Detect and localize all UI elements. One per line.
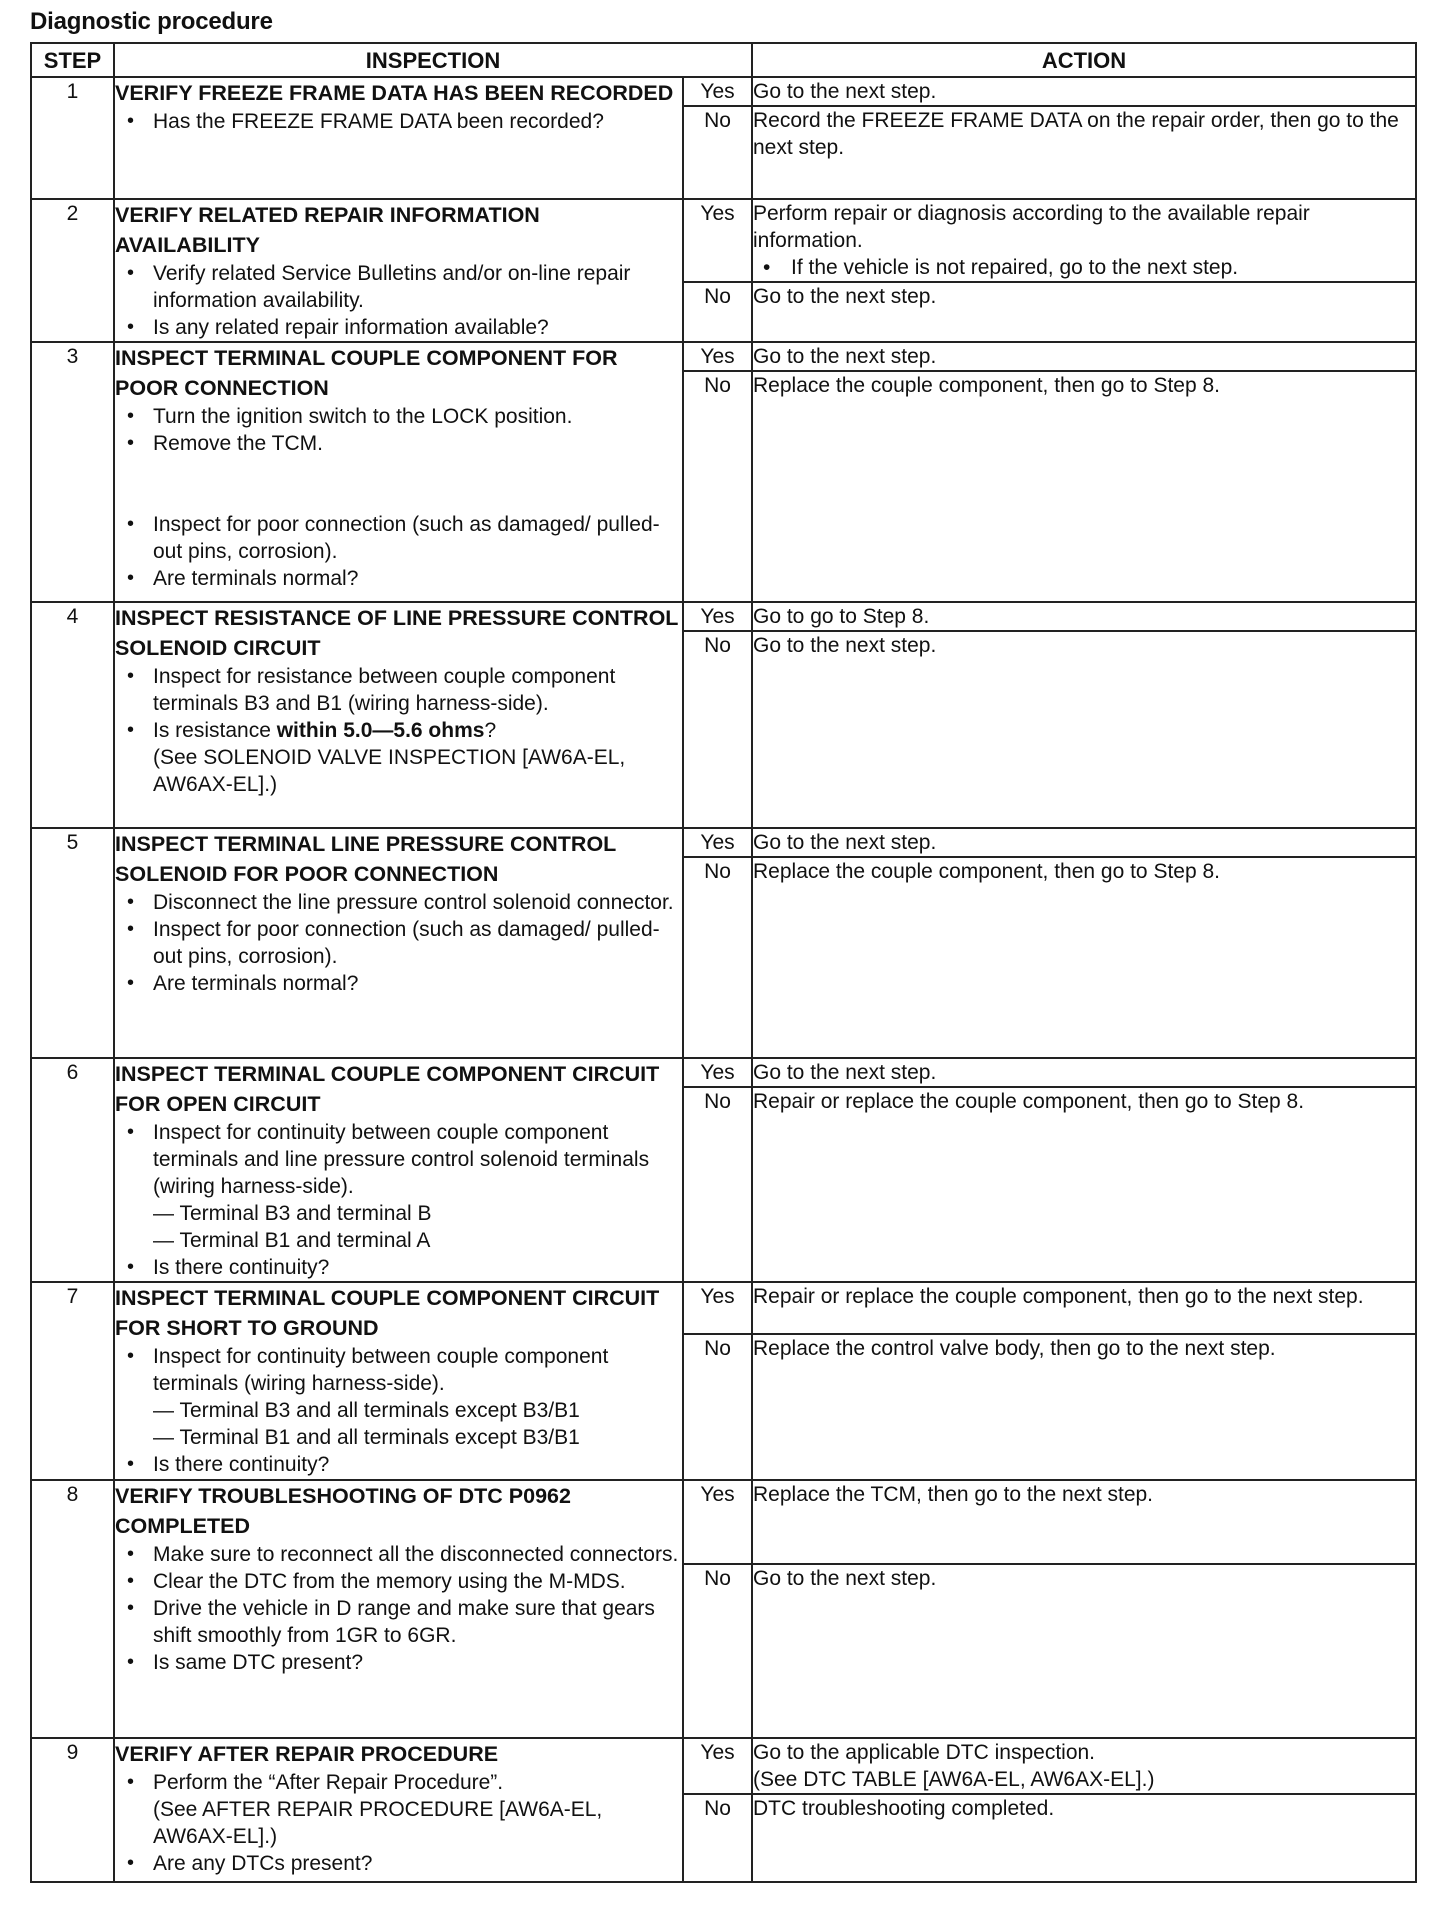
resistance-prefix: Is resistance xyxy=(153,719,277,742)
inspection-bullet: • Inspect for poor connection (such as damaged/ pulled-out pins, corrosion). xyxy=(115,511,682,565)
step-inspection xyxy=(114,77,683,199)
bullet-reference: (See AFTER REPAIR PROCEDURE [AW6A-EL, AW6AX-EL].) xyxy=(153,1798,603,1848)
bullet-text: Perform the “After Repair Procedure”. xyxy=(153,1771,504,1794)
action-no: Go to the next step. xyxy=(752,631,1416,828)
step-inspection xyxy=(114,1480,683,1738)
answer-no: No xyxy=(683,106,752,199)
action-no: Go to the next step. xyxy=(752,282,1416,342)
step-row-8-yes xyxy=(31,1480,1416,1564)
action-yes-text: Perform repair or diagnosis according to the available repair information. xyxy=(753,202,1310,252)
inspection-bullet: • Make sure to reconnect all the disconnected connectors. xyxy=(115,1541,682,1568)
step-number: 4 xyxy=(31,602,114,828)
step-title: INSPECT RESISTANCE OF LINE PRESSURE CONTROL SOLENOID CIRCUIT xyxy=(115,606,679,660)
page-title: Diagnostic procedure xyxy=(30,8,273,35)
answer-no: No xyxy=(683,282,752,342)
step-title: VERIFY FREEZE FRAME DATA HAS BEEN RECORDED xyxy=(115,81,674,105)
action-yes xyxy=(752,1738,1416,1794)
answer-yes: Yes xyxy=(683,1738,752,1794)
step-row-4-yes xyxy=(31,602,1416,631)
inspection-bullet: • Inspect for poor connection (such as damaged/ pulled-out pins, corrosion). xyxy=(115,916,682,970)
inspection-bullet xyxy=(115,1343,682,1451)
answer-yes: Yes xyxy=(683,828,752,857)
action-yes-bullet: • If the vehicle is not repaired, go to the next step. xyxy=(753,254,1415,281)
action-yes: Go to go to Step 8. xyxy=(752,602,1416,631)
resistance-suffix: ? xyxy=(484,719,497,742)
step-number: 8 xyxy=(31,1480,114,1738)
answer-yes: Yes xyxy=(683,1282,752,1334)
step-inspection xyxy=(114,828,683,1058)
step-row-6-yes xyxy=(31,1058,1416,1087)
action-yes: Go to the next step. xyxy=(752,1058,1416,1087)
inspection-bullet: • Are terminals normal? xyxy=(115,970,682,997)
header-action: ACTION xyxy=(752,43,1416,77)
bullet-text: Inspect for continuity between couple component terminals (wiring harness-side). xyxy=(153,1345,609,1395)
action-no: Record the FREEZE FRAME DATA on the repair order, then go to the next step. xyxy=(752,106,1416,199)
terminal-pair: — Terminal B3 and all terminals except B3/B1 xyxy=(153,1399,580,1422)
answer-no: No xyxy=(683,1564,752,1738)
answer-no: No xyxy=(683,371,752,602)
action-yes: Go to the next step. xyxy=(752,342,1416,371)
answer-no: No xyxy=(683,1794,752,1882)
inspection-bullet xyxy=(115,1769,682,1850)
inspection-bullet: • Are any DTCs present? xyxy=(115,1850,682,1877)
step-row-5-yes xyxy=(31,828,1416,857)
step-title: INSPECT TERMINAL COUPLE COMPONENT FOR POOR CONNECTION xyxy=(115,346,618,400)
step-number: 3 xyxy=(31,342,114,602)
step-row-7-yes xyxy=(31,1282,1416,1334)
terminal-pair: — Terminal B1 and terminal A xyxy=(153,1229,431,1252)
step-row-2-yes xyxy=(31,199,1416,282)
inspection-bullet: • Remove the TCM. xyxy=(115,430,682,457)
action-no: DTC troubleshooting completed. xyxy=(752,1794,1416,1882)
step-row-1-yes xyxy=(31,77,1416,106)
diagnostic-procedure-table xyxy=(30,42,1417,1883)
step-number: 6 xyxy=(31,1058,114,1282)
step-row-9-yes xyxy=(31,1738,1416,1794)
step-inspection xyxy=(114,199,683,342)
step-inspection xyxy=(114,1058,683,1282)
resistance-reference: (See SOLENOID VALVE INSPECTION [AW6A-EL, AW6AX-EL].) xyxy=(153,746,626,796)
action-yes-reference: (See DTC TABLE [AW6A-EL, AW6AX-EL].) xyxy=(753,1768,1155,1791)
terminal-pair: — Terminal B3 and terminal B xyxy=(153,1202,432,1225)
inspection-bullet: • Drive the vehicle in D range and make sure that gears shift smoothly from 1GR to 6GR. xyxy=(115,1595,682,1649)
terminal-pair: — Terminal B1 and all terminals except B3/B1 xyxy=(153,1426,580,1449)
action-yes: Replace the TCM, then go to the next step. xyxy=(752,1480,1416,1564)
inspection-bullet: • Turn the ignition switch to the LOCK position. xyxy=(115,403,682,430)
answer-no: No xyxy=(683,631,752,828)
inspection-bullet: • Is there continuity? xyxy=(115,1254,682,1281)
action-yes-text: Go to the applicable DTC inspection. xyxy=(753,1741,1096,1764)
inspection-bullet: • Is any related repair information available? xyxy=(115,314,682,341)
action-no: Repair or replace the couple component, then go to Step 8. xyxy=(752,1087,1416,1282)
inspection-bullet xyxy=(115,1119,682,1254)
answer-yes: Yes xyxy=(683,77,752,106)
step-title: VERIFY AFTER REPAIR PROCEDURE xyxy=(115,1742,499,1766)
step-inspection xyxy=(114,602,683,828)
step-title: INSPECT TERMINAL COUPLE COMPONENT CIRCUIT FOR OPEN CIRCUIT xyxy=(115,1062,660,1116)
answer-no: No xyxy=(683,1087,752,1282)
step-inspection xyxy=(114,1282,683,1480)
step-title: VERIFY TROUBLESHOOTING OF DTC P0962 COMPLETED xyxy=(115,1484,571,1538)
inspection-bullet: • Verify related Service Bulletins and/or on-line repair information availability. xyxy=(115,260,682,314)
inspection-bullet: • Has the FREEZE FRAME DATA been recorded? xyxy=(115,108,682,135)
header-inspection: INSPECTION xyxy=(114,43,752,77)
action-yes: Go to the next step. xyxy=(752,77,1416,106)
step-number: 2 xyxy=(31,199,114,342)
action-yes xyxy=(752,199,1416,282)
answer-yes: Yes xyxy=(683,1058,752,1087)
inspection-bullet-resistance xyxy=(115,717,682,798)
answer-yes: Yes xyxy=(683,342,752,371)
table-header-row xyxy=(31,43,1416,77)
inspection-bullet: • Is same DTC present? xyxy=(115,1649,682,1676)
step-number: 7 xyxy=(31,1282,114,1480)
step-row-3-yes xyxy=(31,342,1416,371)
step-number: 1 xyxy=(31,77,114,199)
step-inspection xyxy=(114,1738,683,1882)
bullet-text: Inspect for continuity between couple component terminals and line pressure control solenoid terminals (wiring harness-side). xyxy=(153,1121,650,1198)
answer-no: No xyxy=(683,1334,752,1480)
answer-yes: Yes xyxy=(683,199,752,282)
step-title: INSPECT TERMINAL LINE PRESSURE CONTROL SOLENOID FOR POOR CONNECTION xyxy=(115,832,616,886)
answer-yes: Yes xyxy=(683,1480,752,1564)
inspection-bullet: • Is there continuity? xyxy=(115,1451,682,1478)
resistance-spec: within 5.0—5.6 ohms xyxy=(276,719,485,742)
step-inspection xyxy=(114,342,683,602)
action-no: Go to the next step. xyxy=(752,1564,1416,1738)
inspection-bullet: • Are terminals normal? xyxy=(115,565,682,592)
action-no: Replace the couple component, then go to Step 8. xyxy=(752,857,1416,1058)
action-yes: Go to the next step. xyxy=(752,828,1416,857)
answer-no: No xyxy=(683,857,752,1058)
step-number: 9 xyxy=(31,1738,114,1882)
action-yes: Repair or replace the couple component, then go to the next step. xyxy=(752,1282,1416,1334)
step-number: 5 xyxy=(31,828,114,1058)
step-title: INSPECT TERMINAL COUPLE COMPONENT CIRCUIT FOR SHORT TO GROUND xyxy=(115,1286,660,1340)
answer-yes: Yes xyxy=(683,602,752,631)
action-no: Replace the couple component, then go to Step 8. xyxy=(752,371,1416,602)
step-title: VERIFY RELATED REPAIR INFORMATION AVAILABILITY xyxy=(115,203,540,257)
header-step: STEP xyxy=(31,43,114,77)
inspection-bullet: • Disconnect the line pressure control solenoid connector. xyxy=(115,889,682,916)
inspection-bullet: • Inspect for resistance between couple component terminals B3 and B1 (wiring harness-side). xyxy=(115,663,682,717)
action-no: Replace the control valve body, then go to the next step. xyxy=(752,1334,1416,1480)
inspection-bullet: • Clear the DTC from the memory using the M-MDS. xyxy=(115,1568,682,1595)
